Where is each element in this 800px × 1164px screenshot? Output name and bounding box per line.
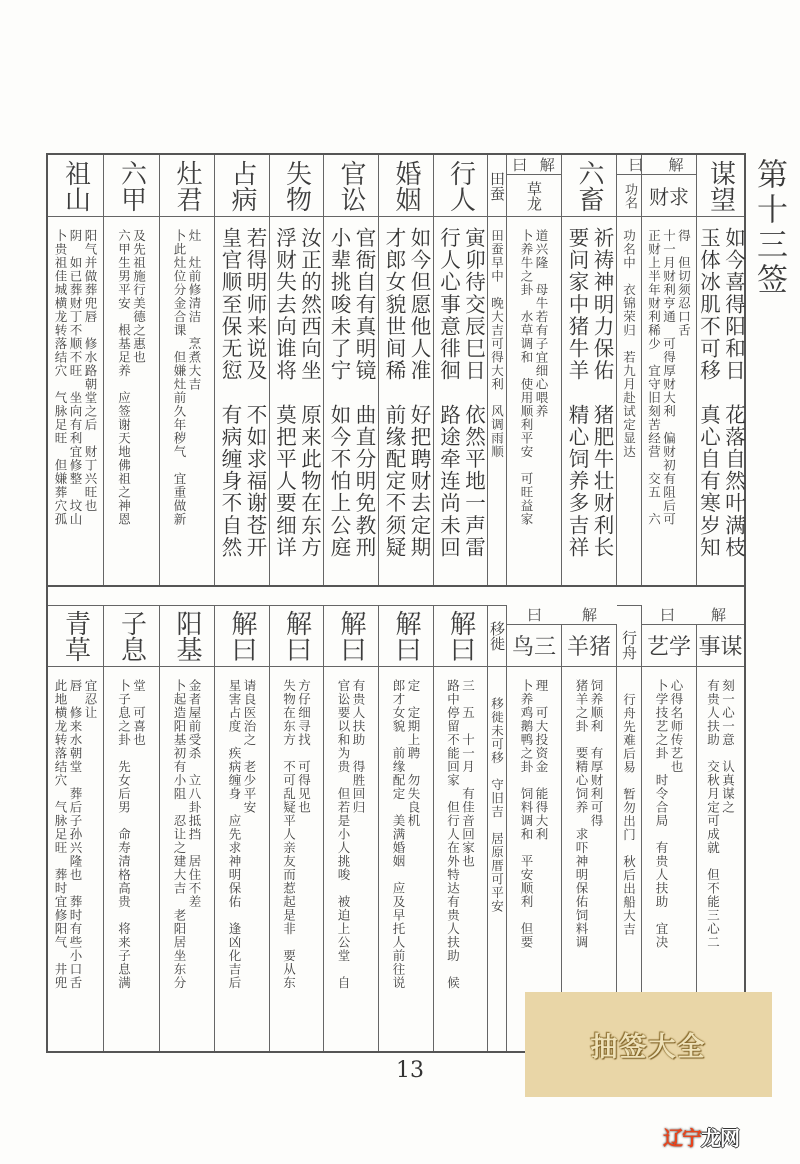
column-text: 卜起造阳基初有小阻 忍让之建大吉 老阳居坐东分 — [172, 679, 187, 990]
column-text: 有贵人扶助 得胜回归 — [351, 679, 366, 814]
column-guansong — [324, 155, 379, 585]
column-text: 卜养牛之卦 水草调和 使用顺利平安 可旺益家 — [519, 229, 534, 526]
watermark-banner — [525, 992, 772, 1097]
column-text: 宜忍让 — [83, 679, 98, 720]
column-text: 卜此灶位分金合课 但嫌灶前久年秽气 宜重做新 — [172, 229, 187, 526]
column-head: 艺学 — [646, 635, 691, 660]
band-char-yue: 曰 — [526, 606, 542, 624]
watermark-text: 抽签大全 — [590, 1032, 707, 1063]
band-char-jie: 解 — [668, 156, 684, 174]
column-verse: 玉体冰肌不可移 真心自有寒岁知 — [696, 227, 721, 559]
column-qiucai — [642, 155, 697, 585]
column-head: 六甲 — [116, 159, 147, 212]
column-text: 理 可大投资金 能得大利 — [534, 679, 549, 841]
column-text: 方仔细寻找 可得见也 — [296, 679, 312, 814]
top-table — [46, 153, 746, 587]
column-shiwu — [270, 155, 324, 585]
column-head: 鸟三 — [511, 635, 556, 660]
column-hunyin — [379, 155, 434, 585]
column-tiancan — [488, 155, 507, 585]
band-char-yue: 曰 — [659, 606, 675, 624]
column-head: 求财 — [649, 185, 689, 209]
column-text: 移徙未可移 守旧吉 居原厝可平安 — [489, 697, 505, 913]
column-text: 灶 灶前修清洁 烹煮大吉 — [187, 229, 202, 391]
column-zushan — [48, 155, 104, 585]
column-head: 阳基 — [172, 610, 202, 662]
column-text: 有贵人扶助 交秋月定可成就 但不能三心二 — [705, 679, 721, 949]
column-text: 心得名师传艺也 — [669, 679, 684, 774]
slip-title: 第十三签 — [751, 158, 787, 298]
column-head: 谋望 — [705, 159, 736, 212]
column-text: 卜贵祖佳城横龙转落结穴 气脉足旺 但嫌葬穴孤 — [53, 229, 68, 526]
column-qingcao — [48, 605, 104, 1051]
column-text: 十一月财利亨通 可得厚财大利 偏财初有阻后可 — [661, 229, 677, 526]
column-verse: 如今但愿他人准 好把聘财去定期 — [407, 227, 431, 559]
column-verse: 如今喜得阳和日 花落自然叶满枝 — [721, 227, 746, 559]
column-verse: 寅卯待交辰巳日 依然平地一声雷 — [461, 227, 486, 559]
column-text: 猪羊之卦 要精心饲养 求吓神明保佑饲料调 — [574, 679, 589, 949]
column-text: 阴 如已葬财丁不顺不旺 坐向有利宜修整 坟山 — [68, 229, 83, 526]
column-jieyue-shiwu — [270, 605, 324, 1051]
column-head: 占病 — [227, 159, 257, 212]
band-char-jie: 解 — [539, 156, 555, 174]
column-text: 堂 可喜也 — [131, 679, 147, 747]
bottom-table — [46, 585, 746, 1053]
band-char-jie: 解 — [710, 606, 726, 624]
column-text: 卜学技艺之卦 时令合局 有贵人扶助 宜决 — [654, 679, 669, 949]
column-verse: 若得明师来说及 不如求福谢苍开 — [243, 227, 267, 559]
column-head: 六畜 — [574, 159, 604, 212]
page-number: 13 — [396, 1058, 424, 1083]
column-head: 行人 — [445, 159, 476, 212]
column-yangzhu — [562, 625, 617, 1051]
site-logo[interactable] — [663, 1122, 739, 1151]
column-head: 子息 — [116, 610, 147, 662]
column-head: 解曰 — [336, 610, 366, 662]
column-head: 田蚕 — [488, 170, 506, 201]
column-text: 田蚕早中 晚大吉可得大利 风调雨顺 — [489, 229, 505, 459]
column-text: 得 但切须忍口舌 — [676, 229, 692, 337]
column-text: 三 五 十一月 有佳音回家也 — [460, 679, 476, 868]
column-yangji — [160, 605, 215, 1051]
column-text: 行舟先难后易 暂勿出门 秋后出船大吉 — [621, 693, 637, 936]
column-text: 失物在东方 不可乱疑平人亲友而惹起是非 要从东 — [281, 679, 297, 990]
column-head: 草龙 — [525, 180, 543, 211]
column-text: 请良医治之 老少平安 — [242, 679, 257, 814]
column-caolong — [507, 155, 562, 585]
column-head: 羊猪 — [566, 635, 611, 660]
band-char-yue: 曰 — [512, 156, 528, 174]
column-verse: 小辈挑唆未了宁 如今不怕上公庭 — [327, 227, 351, 559]
column-head: 解曰 — [227, 610, 257, 662]
column-head: 婚姻 — [391, 159, 421, 212]
column-head: 官讼 — [336, 159, 366, 212]
column-verse: 汝正的然西向坐 原来此物在东方 — [297, 227, 322, 559]
column-verse: 皇官顺至保无愆 有病缠身不自然 — [218, 227, 242, 559]
column-text: 六甲生男平安 根基足养 应签谢天地佛祖之神恩 — [116, 229, 132, 526]
column-text: 刻一心一意 认真谋之 — [720, 679, 736, 814]
column-jieyue-hunyin — [379, 605, 434, 1051]
column-head: 事谋 — [698, 635, 743, 660]
column-head: 祖山 — [60, 159, 91, 212]
column-head: 解曰 — [281, 610, 312, 662]
column-xingzhou — [617, 605, 642, 1051]
column-text: 金者屋前受杀 立八卦抵挡 居住不差 — [187, 679, 202, 909]
column-text: 正财上半年财利稀少 宜守旧刻苦经营 交五 六 — [646, 229, 662, 526]
column-yixue — [642, 625, 697, 1051]
column-text: 官讼要以和为贵 但若是小人挑唆 被迫上公堂 自 — [336, 679, 351, 990]
column-head: 解曰 — [391, 610, 421, 662]
column-xingren — [434, 155, 488, 585]
column-text: 道兴隆 母牛若有子宜细心喂养 — [534, 229, 549, 418]
column-text: 及先祖施行美德之惠也 — [131, 229, 147, 364]
column-verse: 行人心事意徘徊 路途牵连尚未回 — [436, 227, 461, 559]
column-verse: 祈祷神明力保佑 猪肥牛壮财利长 — [590, 227, 614, 559]
column-head: 解曰 — [445, 610, 476, 662]
column-text: 郎才女貌 前缘配定 美满婚姻 应及早托人前往说 — [391, 679, 406, 990]
column-verse: 才郎女貌世间稀 前缘配定不须疑 — [382, 227, 406, 559]
column-liujia — [104, 155, 160, 585]
column-text: 星害占度 疾病缠身 应先求神明保佑 逢凶化吉后 — [227, 679, 242, 990]
column-liuchu — [562, 155, 617, 585]
column-head: 失物 — [281, 159, 312, 212]
column-verse: 要问家中猪牛羊 精心饲养多吉祥 — [565, 227, 589, 559]
column-text: 此地横龙转落结穴 气脉足旺 葬时宜修阳气 井兜 — [53, 679, 68, 990]
column-verse: 官衙自有真明镜 曲直分明免教刑 — [352, 227, 376, 559]
column-gongming — [617, 155, 642, 585]
logo-part-2: 龙网 — [701, 1126, 739, 1150]
column-head: 功名 — [622, 182, 637, 209]
logo-part-1: 辽宁 — [663, 1126, 701, 1150]
bottom-band-left — [507, 605, 617, 625]
column-shimou — [697, 625, 744, 1051]
column-text: 卜养鸡鹅鸭之卦 饲料调和 平安顺利 但要 — [519, 679, 534, 949]
column-text: 功名中 衣锦荣归 若九月赴试定显达 — [621, 229, 637, 459]
column-head: 灶君 — [172, 159, 202, 212]
band-char-jie: 解 — [581, 606, 597, 624]
column-jieyue-bing — [215, 605, 270, 1051]
column-zaojun — [160, 155, 215, 585]
column-head: 移徙 — [488, 621, 506, 651]
bottom-band-right — [642, 605, 744, 625]
column-zhanbing — [215, 155, 270, 585]
column-text: 阳气并做葬兜唇 修水路朝堂之后 财丁兴旺也 — [83, 229, 98, 513]
column-jieyue-guansong — [324, 605, 379, 1051]
column-head: 行舟 — [620, 630, 638, 660]
column-text: 唇 修来水朝堂 葬后子孙兴隆也 葬时有些小口舌 — [68, 679, 83, 990]
column-zixi — [104, 605, 160, 1051]
column-head: 青草 — [60, 610, 91, 662]
column-verse: 浮财失去向谁将 莫把平人要细详 — [272, 227, 297, 559]
column-text: 定 定期上聘 勿失良机 — [406, 679, 421, 828]
band-char-yue: 曰 — [628, 156, 644, 174]
column-niaosan — [507, 625, 562, 1051]
column-text: 饲养顺利 有厚财利可得 — [589, 679, 604, 828]
column-text: 卜子息之卦 先女后男 命寿清格高贵 将来子息满 — [116, 679, 132, 990]
column-yixi — [488, 605, 507, 1051]
column-jieyue-xingren — [434, 605, 488, 1051]
column-mouwang — [697, 155, 744, 585]
column-text: 路中停留不能回家 但行人在外特达有贵人扶助 候 — [445, 679, 461, 990]
